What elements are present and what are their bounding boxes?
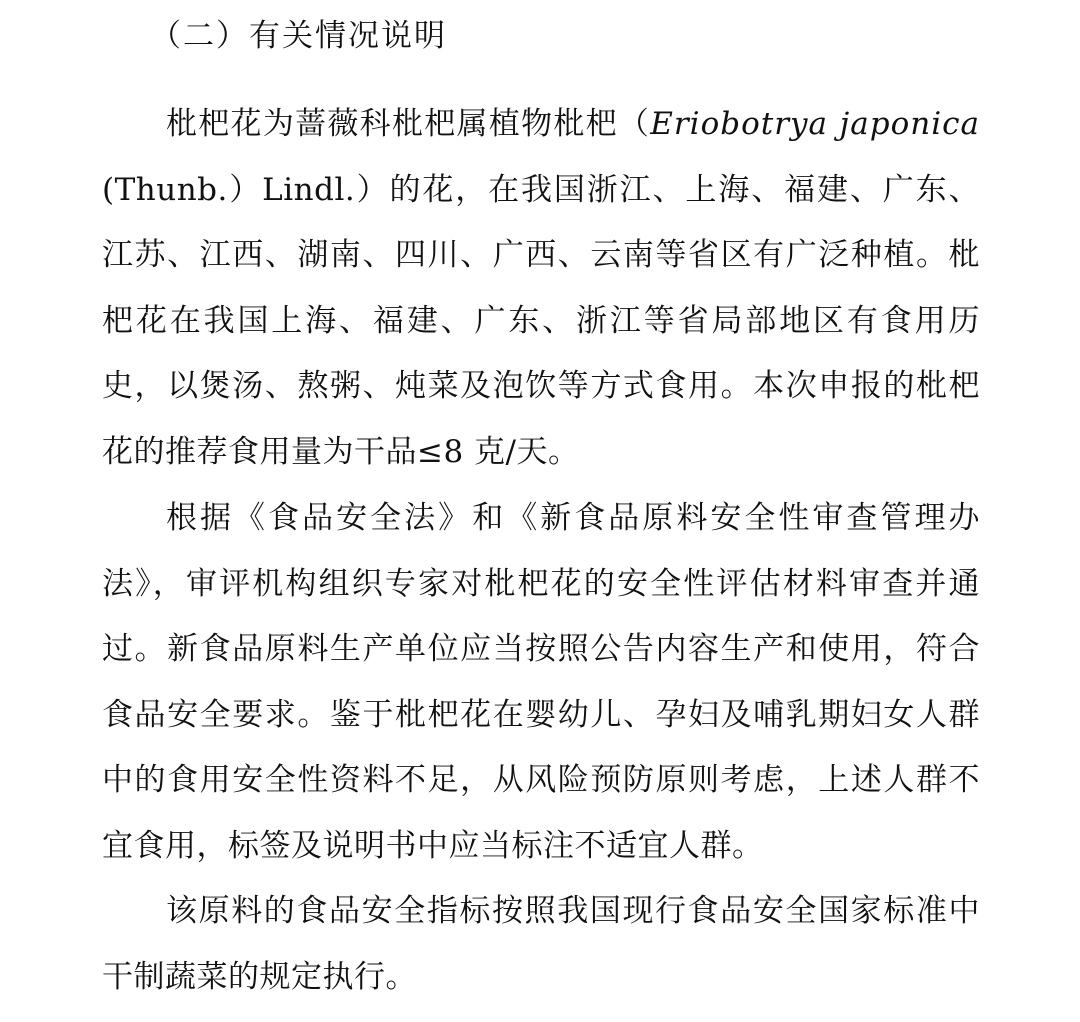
paragraph-1-text-end: (Thunb.）Lindl.）的花，在我国浙江、上海、福建、广东、江苏、江西、湖南、四川、广西、云南等省区有广泛种植。枇杷花在我国上海、福建、广东、浙江等省局部地区有食用历史，以煲汤、熬粥、炖菜及泡饮等方式食用。本次申报的枇杷花的推荐食用量为干品≤8 克/天。 bbox=[102, 171, 980, 470]
paragraph-1-text-start: 枇杷花为蔷薇科枇杷属植物枇杷（ bbox=[166, 106, 651, 142]
section-heading: （二）有关情况说明 bbox=[150, 18, 447, 54]
paragraph-standards: 该原料的食品安全指标按照我国现行食品安全国家标准中干制蔬菜的规定执行。 bbox=[102, 893, 980, 995]
paragraph-plant-description bbox=[102, 92, 980, 486]
latin-species-name: Eriobotrya japonica bbox=[650, 106, 980, 142]
paragraph-safety-review: 根据《食品安全法》和《新食品原料安全性审查管理办法》，审评机构组织专家对枇杷花的安全性评估材料审查并通过。新食品原料生产单位应当按照公告内容生产和使用，符合食品安全要求。鉴于枇杷花在婴幼儿、孕妇及哺乳期妇女人群中的食用安全性资料不足，从风险预防原则考虑，上述人群不宜食用，标签及说明书中应当标注不适宜人群。 bbox=[102, 500, 980, 864]
